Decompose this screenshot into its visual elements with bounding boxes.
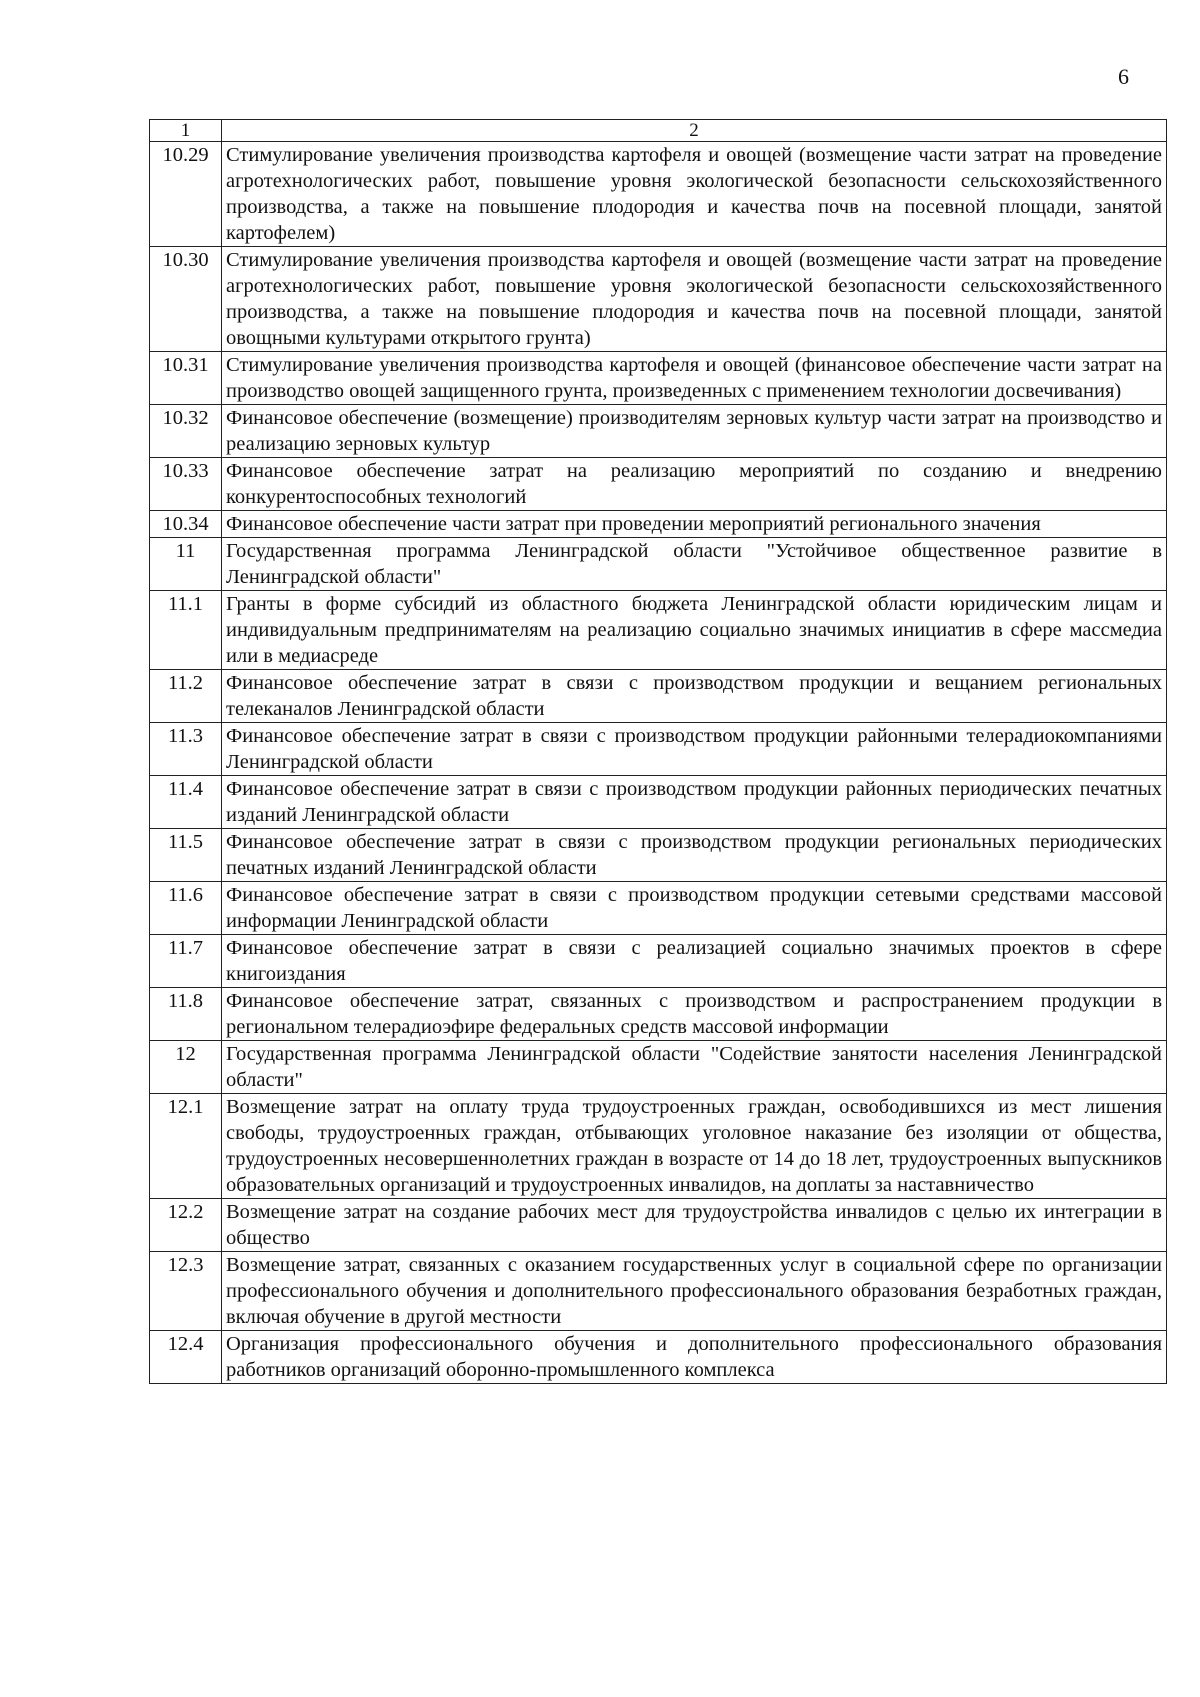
row-number-cell: 12.2	[150, 1199, 222, 1252]
row-number-cell: 12.3	[150, 1252, 222, 1331]
row-description-cell: Финансовое обеспечение части затрат при проведении мероприятий регионального значения	[222, 511, 1167, 538]
row-description-cell: Возмещение затрат на оплату труда трудоустроенных граждан, освободившихся из мест лишения свободы, трудоустроенных граждан, отбывающих уголовное наказание без изоляции от общества, трудоустроенных несовершеннолетних граждан в возрасте от 14 до 18 лет, трудоустроенных выпускников образовательных организаций и трудоустроенных инвалидов, на доплаты за наставничество	[222, 1094, 1167, 1199]
row-number-cell: 11.1	[150, 591, 222, 670]
table-row	[150, 935, 1167, 988]
table-row	[150, 1331, 1167, 1384]
table-row	[150, 247, 1167, 352]
row-description-cell: Финансовое обеспечение (возмещение) производителям зерновых культур части затрат на производство и реализацию зерновых культур	[222, 405, 1167, 458]
row-number-cell: 10.29	[150, 142, 222, 247]
table-row	[150, 458, 1167, 511]
table-header-row	[150, 120, 1167, 142]
row-description-cell: Государственная программа Ленинградской области "Содействие занятости населения Ленинградской области"	[222, 1041, 1167, 1094]
table-row	[150, 988, 1167, 1041]
row-number-cell: 11.3	[150, 723, 222, 776]
table-row	[150, 538, 1167, 591]
table-row	[150, 776, 1167, 829]
row-description-cell: Возмещение затрат на создание рабочих мест для трудоустройства инвалидов с целью их интеграции в общество	[222, 1199, 1167, 1252]
table-row	[150, 591, 1167, 670]
header-cell-number: 1	[150, 120, 222, 142]
row-number-cell: 10.31	[150, 352, 222, 405]
table-row	[150, 1094, 1167, 1199]
row-description-cell: Гранты в форме субсидий из областного бюджета Ленинградской области юридическим лицам и индивидуальным предпринимателям на реализацию социально значимых инициатив в сфере массмедиа или в медиасреде	[222, 591, 1167, 670]
row-description-cell: Стимулирование увеличения производства картофеля и овощей (финансовое обеспечение части затрат на производство овощей защищенного грунта, произведенных с применением технологии досвечивания)	[222, 352, 1167, 405]
row-number-cell: 10.33	[150, 458, 222, 511]
row-description-cell: Возмещение затрат, связанных с оказанием государственных услуг в социальной сфере по организации профессионального обучения и дополнительного профессионального образования безработных граждан, включая обучение в другой местности	[222, 1252, 1167, 1331]
row-description-cell: Организация профессионального обучения и дополнительного профессионального образования работников организаций оборонно-промышленного комплекса	[222, 1331, 1167, 1384]
row-number-cell: 11.7	[150, 935, 222, 988]
row-description-cell: Финансовое обеспечение затрат в связи с производством продукции сетевыми средствами массовой информации Ленинградской области	[222, 882, 1167, 935]
row-number-cell: 12.1	[150, 1094, 222, 1199]
row-number-cell: 11.8	[150, 988, 222, 1041]
row-description-cell: Стимулирование увеличения производства картофеля и овощей (возмещение части затрат на проведение агротехнологических работ, повышение уровня экологической безопасности сельскохозяйственного производства, а также на повышение плодородия и качества почв на посевной площади, занятой картофелем)	[222, 142, 1167, 247]
page-number: 6	[1118, 64, 1129, 89]
row-number-cell: 12.4	[150, 1331, 222, 1384]
row-description-cell: Финансовое обеспечение затрат в связи с реализацией социально значимых проектов в сфере книгоиздания	[222, 935, 1167, 988]
row-description-cell: Финансовое обеспечение затрат в связи с производством продукции и вещанием региональных телеканалов Ленинградской области	[222, 670, 1167, 723]
row-description-cell: Финансовое обеспечение затрат в связи с производством продукции районными телерадиокомпаниями Ленинградской области	[222, 723, 1167, 776]
row-description-cell: Финансовое обеспечение затрат в связи с производством продукции региональных периодических печатных изданий Ленинградской области	[222, 829, 1167, 882]
row-number-cell: 11	[150, 538, 222, 591]
table-row	[150, 405, 1167, 458]
document-table	[149, 119, 1167, 1384]
row-number-cell: 12	[150, 1041, 222, 1094]
row-description-cell: Финансовое обеспечение затрат, связанных с производством и распространением продукции в региональном телерадиоэфире федеральных средств массовой информации	[222, 988, 1167, 1041]
row-description-cell: Финансовое обеспечение затрат на реализацию мероприятий по созданию и внедрению конкурентоспособных технологий	[222, 458, 1167, 511]
row-number-cell: 10.34	[150, 511, 222, 538]
row-number-cell: 11.2	[150, 670, 222, 723]
row-description-cell: Государственная программа Ленинградской области "Устойчивое общественное развитие в Ленинградской области"	[222, 538, 1167, 591]
row-number-cell: 10.30	[150, 247, 222, 352]
row-description-cell: Финансовое обеспечение затрат в связи с производством продукции районных периодических печатных изданий Ленинградской области	[222, 776, 1167, 829]
row-description-cell: Стимулирование увеличения производства картофеля и овощей (возмещение части затрат на проведение агротехнологических работ, повышение уровня экологической безопасности сельскохозяйственного производства, а также на повышение плодородия и качества почв на посевной площади, занятой овощными культурами открытого грунта)	[222, 247, 1167, 352]
header-cell-description: 2	[222, 120, 1167, 142]
row-number-cell: 11.6	[150, 882, 222, 935]
table-row	[150, 829, 1167, 882]
table-row	[150, 142, 1167, 247]
row-number-cell: 10.32	[150, 405, 222, 458]
row-number-cell: 11.4	[150, 776, 222, 829]
row-number-cell: 11.5	[150, 829, 222, 882]
table-row	[150, 723, 1167, 776]
table-row	[150, 670, 1167, 723]
table-row	[150, 1041, 1167, 1094]
table-row	[150, 882, 1167, 935]
table-row	[150, 1199, 1167, 1252]
table-row	[150, 1252, 1167, 1331]
table-row	[150, 352, 1167, 405]
table-row	[150, 511, 1167, 538]
